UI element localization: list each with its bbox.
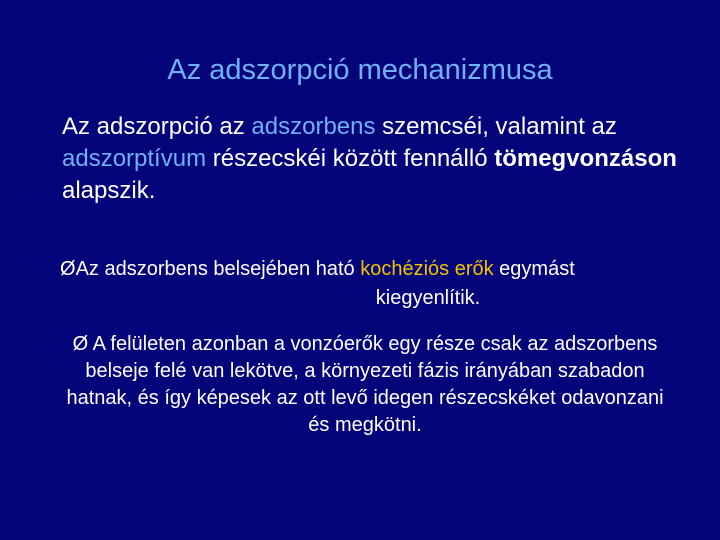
arrow-bullet-icon: Ø	[60, 258, 76, 280]
slide-title: Az adszorpció mechanizmusa	[167, 54, 553, 86]
bullet1-line2: kiegyenlítik.	[375, 287, 481, 309]
bullet-surface	[60, 331, 670, 439]
intro-text-2: szemcséi, valamint az	[375, 113, 617, 140]
intro-text-4: alapszik.	[62, 177, 156, 204]
bullet1-text-2: egymást	[493, 258, 575, 280]
bullet2-text: A felületen azonban a vonzóerők egy része csak az adszorbens belseje felé van lekötve, a környezeti fázis irányában szabadon hatnak, és így képesek az ott levő idegen részecskéket odavonzani és megkötni.	[66, 333, 664, 436]
bullet1-highlight-kohezios: kochéziós erők	[360, 258, 494, 280]
intro-highlight-adszorptivum: adszorptívum	[62, 145, 207, 172]
intro-text-1: Az adszorpció az	[62, 113, 252, 140]
intro-highlight-tomegvonzas: tömegvonzáson	[494, 145, 677, 172]
intro-paragraph	[62, 111, 702, 207]
bullet-cohesion	[60, 255, 700, 313]
bullet1-text-1: Az adszorbens belsejében ható	[75, 258, 361, 280]
intro-highlight-adszorbens: adszorbens	[251, 113, 376, 140]
arrow-bullet-icon: Ø	[72, 333, 89, 355]
intro-text-3: részecskéi között fennálló	[206, 145, 495, 172]
